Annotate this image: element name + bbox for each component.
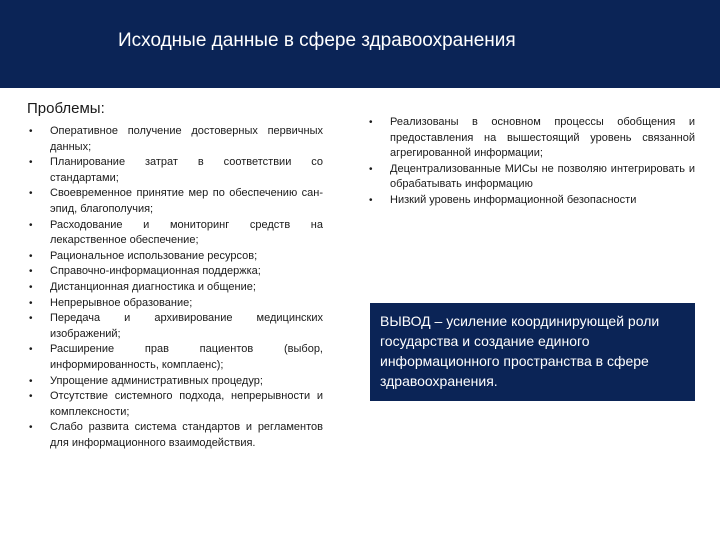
list-item: • Оперативное получение достоверных первичных данных; [29, 125, 323, 153]
bullet-icon: • [29, 313, 33, 325]
list-item: • Своевременное принятие мер по обеспечению сан-эпид, благополучия; [29, 187, 323, 215]
bullet-icon: • [29, 157, 33, 169]
list-item: • Расходование и мониторинг средств на лекарственное обеспечение; [29, 218, 323, 247]
bullet-icon: • [369, 117, 373, 128]
bullet-icon: • [29, 188, 33, 200]
list-item: • Отсутствие системного подхода, непрерывности и комплексности; [29, 390, 323, 418]
list-item: • Передача и архивирование медицинских изображений; [29, 312, 323, 340]
bullet-icon: • [29, 391, 33, 403]
bullet-icon: • [29, 266, 33, 278]
list-item: • Реализованы в основном процессы обобщения и предоставления на вышестоящий уровень связанной агрегированной информации; [369, 116, 695, 160]
list-item: • Слабо развита система стандартов и регламентов для информационного взаимодействия. [29, 421, 323, 449]
bullet-icon: • [29, 422, 33, 434]
page-title: Исходные данные в сфере здравоохранения [118, 30, 516, 51]
conclusion-box [370, 303, 695, 401]
current-state-section [367, 115, 695, 209]
problems-list [27, 124, 323, 451]
bullet-icon: • [29, 375, 33, 387]
current-state-list [367, 115, 695, 209]
list-item: • Децентрализованные МИСы не позволяю интегрировать и обрабатывать информацию [369, 162, 695, 191]
list-item: • Справочно-информационная поддержка; [27, 264, 323, 280]
bullet-icon: • [29, 281, 33, 293]
conclusion-text: ВЫВОД – усиление координирующей роли государства и создание единого информационного пространства в сфере здравоохранения. [380, 313, 660, 389]
bullet-icon: • [29, 250, 33, 262]
bullet-icon: • [29, 297, 33, 309]
bullet-icon: • [29, 219, 33, 231]
title-banner [0, 0, 720, 88]
bullet-icon: • [369, 194, 373, 206]
list-item: • Рациональное использование ресурсов; [27, 249, 323, 265]
list-item: • Дистанционная диагностика и общение; [27, 280, 323, 296]
list-item: • Расширение прав пациентов (выбор, информированность, комплаенс); [29, 343, 323, 371]
list-item: • Упрощение административных процедур; [27, 374, 323, 390]
problems-heading: Проблемы: [27, 100, 105, 117]
problems-section [27, 100, 323, 451]
bullet-icon: • [369, 163, 373, 175]
list-item: • Планирование затрат в соответствии со стандартами; [29, 156, 323, 184]
bullet-icon: • [29, 344, 33, 356]
list-item: • Непрерывное образование; [27, 296, 323, 312]
list-item: • Низкий уровень информационной безопасности [367, 193, 695, 209]
bullet-icon: • [29, 126, 33, 137]
